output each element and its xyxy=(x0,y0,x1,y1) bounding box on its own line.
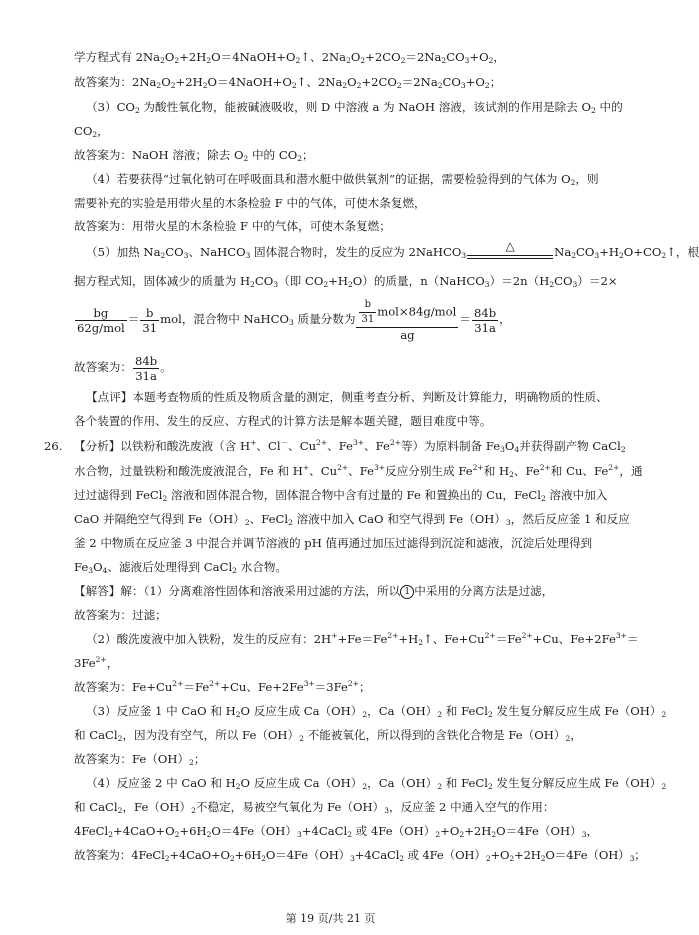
fraction: $\frac{bg}{\text{62g/mol}}$ xyxy=(77,305,125,335)
fraction: $\frac{84b}{31a}$ xyxy=(134,353,158,383)
delta-symbol: △ xyxy=(505,239,515,253)
reaction-condition-arrow xyxy=(467,239,553,260)
answer-line: 故答案为：NaOH 溶液；除去 $O_2$ 中的 $CO_2$； xyxy=(74,148,314,163)
solution-line: 【解答】解：（1）分离难溶性固体和溶液采用过滤的方法，所以 1 中采用的分离方法是过滤， xyxy=(74,584,554,598)
fraction: $\frac{b}{31}$ xyxy=(142,305,158,335)
text-line: $CO_2$， xyxy=(74,124,109,139)
answer-line: 故答案为：$4FeCl_2+4CaO+O_2+6H_2O=4Fe(OH)_3+4CaCl_2$ 或 $4Fe(OH)_2+O_2+2H_2O=4Fe(OH)_3$； xyxy=(74,848,646,863)
answer-line: 故答案为：$Fe+Cu^{2+}=Fe^{2+}+Cu$、$Fe+2Fe^{3+}=3Fe^{2+}$； xyxy=(74,679,371,694)
comment-line: 各个装置的作用、发生的反应、方程式的计算方法是解本题关键，题目难度中等。 xyxy=(74,414,492,428)
answer-line: 故答案为： $\frac{84b}{31a}$ 。 xyxy=(74,353,172,383)
question-number: 26. xyxy=(44,439,63,453)
text-line: （2）酸洗废液中加入铁粉，发生的反应有：$2H^++Fe=Fe^{2+}+H_2↑$、$Fe+Cu^{2+}=Fe^{2+}+Cu$、$Fe+2Fe^{3+}=$ xyxy=(86,631,639,647)
question-analysis-line: 26. 【分析】以铁粉和酸洗废液（含 H+、Cl－、$Cu^{2+}$、$Fe^{3+}$、$Fe^{2+}$等）为原料制备 $Fe_3O_4$并获得副产物 CaCl$_2$ xyxy=(44,438,626,454)
answer-line: 故答案为：用带火星的木条检验 F 中的气体，可使木条复燃； xyxy=(74,219,391,233)
text-line: 和 CaCl$_2$，因为没有空气，所以 $Fe(OH)_2$ 不能被氧化，所以得到的含铁化合物是 $Fe(OH)_2$， xyxy=(74,728,582,743)
circled-number: 1 xyxy=(400,585,414,599)
text-line: 水合物，过量铁粉和酸洗废液混合，Fe 和 H+、$Cu^{2+}$、$Fe^{3+}$反应分别生成 $Fe^{2+}$和 $H_2$、$Fe^{2+}$和 Cu、$Fe^{2+}$，通 xyxy=(74,463,643,479)
answer-line: 故答案为：$Fe(OH)_2$； xyxy=(74,752,206,767)
text-line: （4）若要获得“过氧化钠可在呼吸面具和潜水艇中做供氧剂”的证据，需要检验得到的气体为 $O_2$，则 xyxy=(86,172,599,187)
text-line: 学方程式有 $2Na_2O_2+2H_2O=4NaOH+O_2↑$、$2Na_2O_2+2CO_2=2Na_2CO_3+O_2$， xyxy=(74,50,505,65)
text-line: 需要补充的实验是用带火星的木条检验 F 中的气体，可使木条复燃， xyxy=(74,196,426,210)
equation-line: $4FeCl_2+4CaO+O_2+6H_2O=4Fe(OH)_3+4CaCl_2$ 或 $4Fe(OH)_2+O_2+2H_2O=4Fe(OH)_3$， xyxy=(74,824,599,839)
text-line: $(3)CO_2$ 为酸性氧化物，能被碱液吸收，则 D 中溶液 a 为 NaOH 溶液，该试剂的作用是除去 $O_2$ 中的 xyxy=(86,100,623,115)
answer-line: 故答案为：$2Na_2O_2+2H_2O=4NaOH+O_2↑$、$2Na_2O_2+2CO_2=2Na_2CO_3+O_2$； xyxy=(74,75,502,90)
page-footer: 第 19 页/共 21 页 xyxy=(285,912,376,925)
text-line: $Fe_3O_4$、滤液后处理得到 CaCl$_2$ 水合物。 xyxy=(74,560,288,575)
text-line: （3）反应釜 1 中 CaO 和 $H_2O$ 反应生成 $Ca(OH)_2$，$Ca(OH)_2$ 和 FeCl$_2$ 发生复分解反应生成 $Fe(OH)_2$ xyxy=(86,704,667,719)
text-line: 釜 2 中物质在反应釜 3 中混合并调节溶液的 pH 值再通过加压过滤得到沉淀和滤液，沉淀后处理得到 xyxy=(74,536,593,550)
comment-line: 【点评】本题考查物质的性质及物质含量的测定，侧重考查分析、判断及计算能力，明确物质的性质、 xyxy=(86,390,608,404)
formula-line: $\frac{bg}{\text{62g/mol}}$ ＝ $\frac{b}{31}$ mol，混合物中 NaHCO$_3$ 质量分数为 $\frac{b}{31}$ mol×84g/mol ag ＝ $\frac{84b}{31a}$ ， xyxy=(77,299,511,342)
text-line: 据方程式知，固体减少的质量为 $H_2CO_3$（即 $CO_2+H_2O$）的质量，$n(NaHCO_3)=2n(H_2CO_3)=2\times$ xyxy=(74,274,618,289)
fraction: $\frac{b}{31}$ mol×84g/mol ag xyxy=(356,298,458,342)
text-line: CaO 并隔绝空气得到 $Fe(OH)_2$、FeCl$_2$ 溶液中加入 CaO 和空气得到 $Fe(OH)_3$，然后反应釜 1 和反应 xyxy=(74,512,630,527)
text-line: $3Fe^{2+}$， xyxy=(74,655,119,670)
answer-line: 故答案为：过滤； xyxy=(74,608,167,622)
text-line: 过过滤得到 FeCl$_2$ 溶液和固体混合物，固体混合物中含有过量的 Fe 和置换出的 Cu，FeCl$_2$ 溶液中加入 xyxy=(74,488,608,503)
text-line: （5）加热 $Na_2CO_3$、NaHCO$_3$ 固体混合物时，发生的反应为 2NaHCO$_3$ △ $Na_2CO_3+H_2O+CO_2↑$，根 xyxy=(86,239,699,260)
text-line: 和 CaCl$_2$，$Fe(OH)_2$不稳定，易被空气氧化为 $Fe(OH)_3$，反应釜 2 中通入空气的作用： xyxy=(74,800,555,815)
text-line: （4）反应釜 2 中 CaO 和 $H_2O$ 反应生成 $Ca(OH)_2$，$Ca(OH)_2$ 和 FeCl$_2$ 发生复分解反应生成 $Fe(OH)_2$ xyxy=(86,776,667,791)
fraction: $\frac{84b}{31a}$ xyxy=(473,305,497,335)
